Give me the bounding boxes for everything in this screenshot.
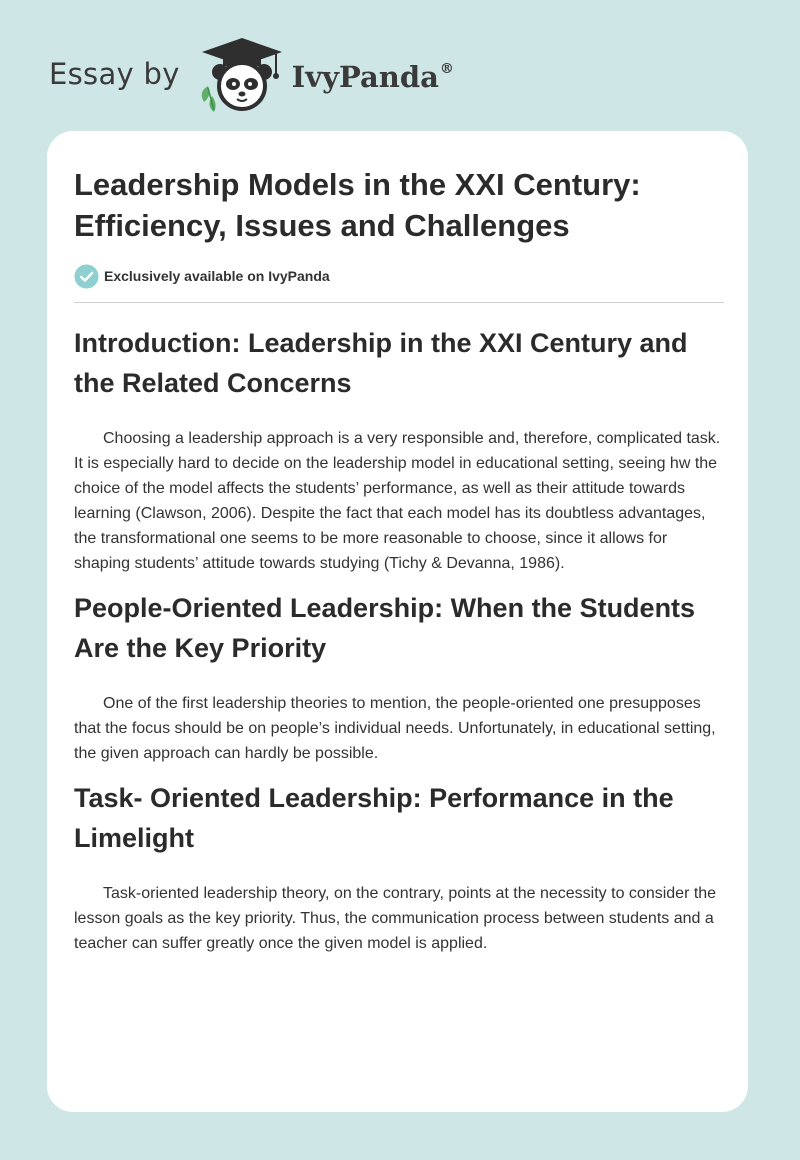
- brand-name-text: IvyPanda: [291, 60, 439, 94]
- exclusive-badge: [74, 263, 724, 289]
- brand-prefix: Essay by: [49, 57, 180, 91]
- title-divider: [74, 302, 724, 303]
- article-content: [74, 164, 724, 956]
- section-paragraph: One of the first leadership theories to mention, the people-oriented one presupposes that the focus should be on people’s individual needs. Unfortunately, in educational setting, the given approach can hardly be possible.: [74, 695, 716, 762]
- panda-graduation-cap-icon: [196, 34, 288, 114]
- article-card: [47, 131, 748, 1112]
- section-heading: People-Oriented Leadership: When the Students Are the Key Priority: [74, 593, 696, 663]
- check-circle-icon: [74, 264, 99, 289]
- article-title: Leadership Models in the XXI Century: Efficiency, Issues and Challenges: [74, 167, 641, 243]
- badge-text: Exclusively available on IvyPanda: [104, 268, 330, 284]
- section-heading: Task- Oriented Leadership: Performance in the Limelight: [74, 783, 674, 853]
- section-paragraph: Task-oriented leadership theory, on the contrary, points at the necessity to consider the lesson goals as the key priority. Thus, the communication process between students and a teacher can suffer greatly once the given model is applied.: [74, 885, 717, 952]
- section-heading: Introduction: Leadership in the XXI Century and the Related Concerns: [74, 328, 688, 398]
- brand-header[interactable]: [49, 34, 454, 114]
- brand-name: [292, 60, 454, 94]
- registered-mark: ®: [439, 61, 454, 77]
- section-paragraph: Choosing a leadership approach is a very responsible and, therefore, complicated task. It is especially hard to decide on the leadership model in educational setting, seeing hw the choice of the model affects the students’ performance, as well as their attitude towards learning (Clawson, 2006). Despite the fact that each model has its doubtless advantages, the transformational one seems to be more reasonable to choose, since it allows for shaping students’ attitude towards studying (Tichy & Devanna, 1986).: [74, 430, 721, 572]
